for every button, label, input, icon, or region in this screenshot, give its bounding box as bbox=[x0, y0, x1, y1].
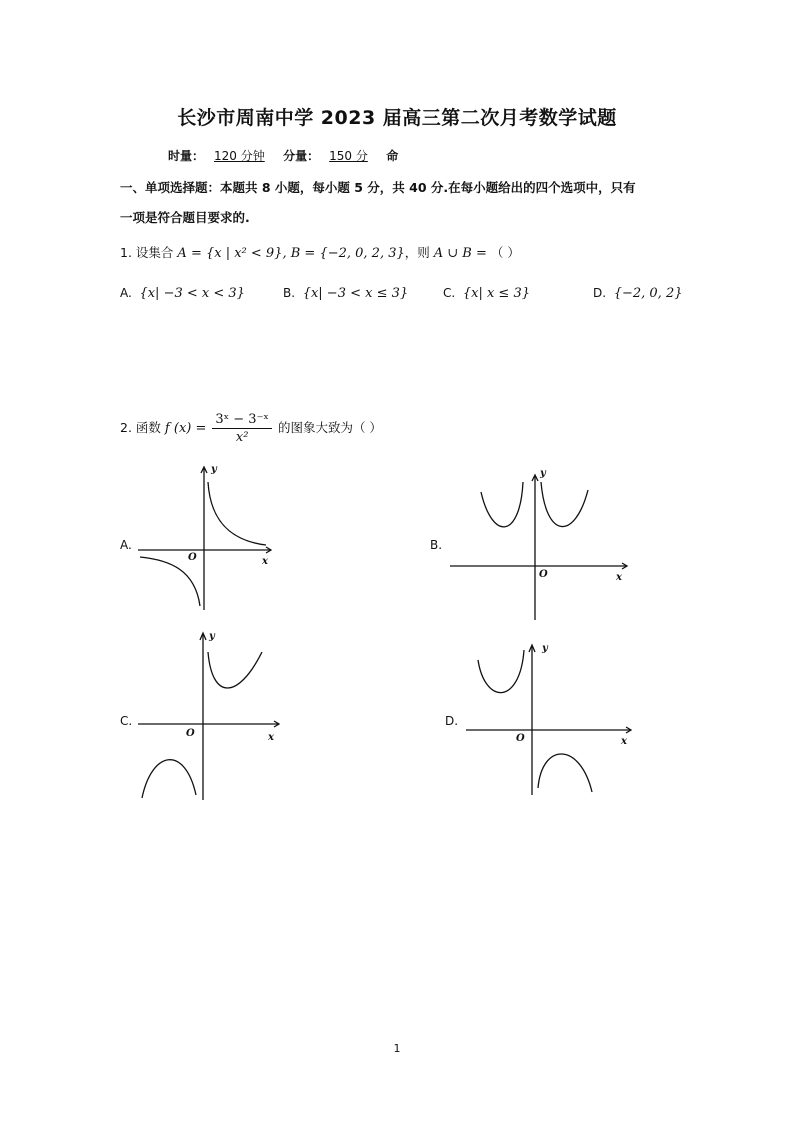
option-text: {x| −3 < x ≤ 3} bbox=[302, 286, 409, 301]
page-number: 1 bbox=[393, 1042, 401, 1055]
question-1-paren: （ ） bbox=[490, 245, 520, 260]
graph-d-label[interactable]: D. bbox=[445, 714, 459, 728]
graph-a-label[interactable]: A. bbox=[120, 538, 132, 552]
option-letter: A. bbox=[120, 286, 132, 300]
option-text: {−2, 0, 2} bbox=[613, 286, 683, 301]
question-2-suffix: 的图象大致为（ ） bbox=[277, 420, 382, 435]
fraction-denominator: x² bbox=[235, 430, 249, 445]
graph-b-label[interactable]: B. bbox=[430, 538, 443, 552]
option-text: {x| −3 < x < 3} bbox=[139, 286, 245, 301]
option-letter: C. bbox=[443, 286, 456, 300]
graph-b-y-label: y bbox=[540, 468, 546, 479]
page-title: 长沙市周南中学 2023 届高三第二次月考数学试题 bbox=[177, 107, 617, 129]
question-1-prefix: 设集合 bbox=[135, 245, 174, 260]
fraction-numerator: 3ˣ − 3⁻ˣ bbox=[212, 412, 272, 429]
set-a: A = {x | x² < 9} bbox=[177, 246, 283, 261]
graph-a-x-label: x bbox=[262, 556, 268, 567]
set-b: , B = {−2, 0, 2, 3} bbox=[282, 246, 405, 261]
graph-d-origin-label: O bbox=[516, 733, 525, 744]
graph-d-x-label: x bbox=[621, 736, 627, 747]
option-letter: D. bbox=[593, 286, 607, 300]
graph-b-origin-label: O bbox=[539, 569, 548, 580]
question-1-then: ，则 bbox=[404, 245, 430, 260]
section-heading-line2: 一项是符合题目要求的. bbox=[120, 210, 250, 225]
section-heading-line1: 一、单项选择题：本题共 8 小题，每小题 5 分，共 40 分.在每小题给出的四个选项中，只有 bbox=[120, 180, 636, 195]
question-1-number: 1. bbox=[120, 245, 132, 260]
option-text: {x| x ≤ 3} bbox=[462, 286, 530, 301]
time-label: 时量： bbox=[168, 149, 205, 163]
question-2-number: 2. bbox=[120, 420, 132, 435]
question-2-prefix: 函数 bbox=[135, 420, 161, 435]
graph-d-y-label: y bbox=[542, 643, 548, 654]
score-value: 150 分 bbox=[329, 149, 368, 163]
graph-a-origin-label: O bbox=[188, 552, 197, 563]
graph-c-y-label: y bbox=[209, 631, 215, 642]
graph-c-x-label: x bbox=[268, 732, 274, 743]
score-label: 分量： bbox=[283, 149, 320, 163]
graph-a-y-label: y bbox=[211, 464, 217, 475]
graph-b-x-label: x bbox=[616, 572, 622, 583]
meta-tail: 命 bbox=[386, 149, 399, 163]
union-expression: A ∪ B = bbox=[433, 246, 487, 261]
time-value: 120 分钟 bbox=[214, 149, 265, 163]
function-name: f (x) = bbox=[164, 421, 207, 436]
graph-c-label[interactable]: C. bbox=[120, 714, 133, 728]
option-letter: B. bbox=[283, 286, 296, 300]
graph-c-origin-label: O bbox=[186, 728, 195, 739]
